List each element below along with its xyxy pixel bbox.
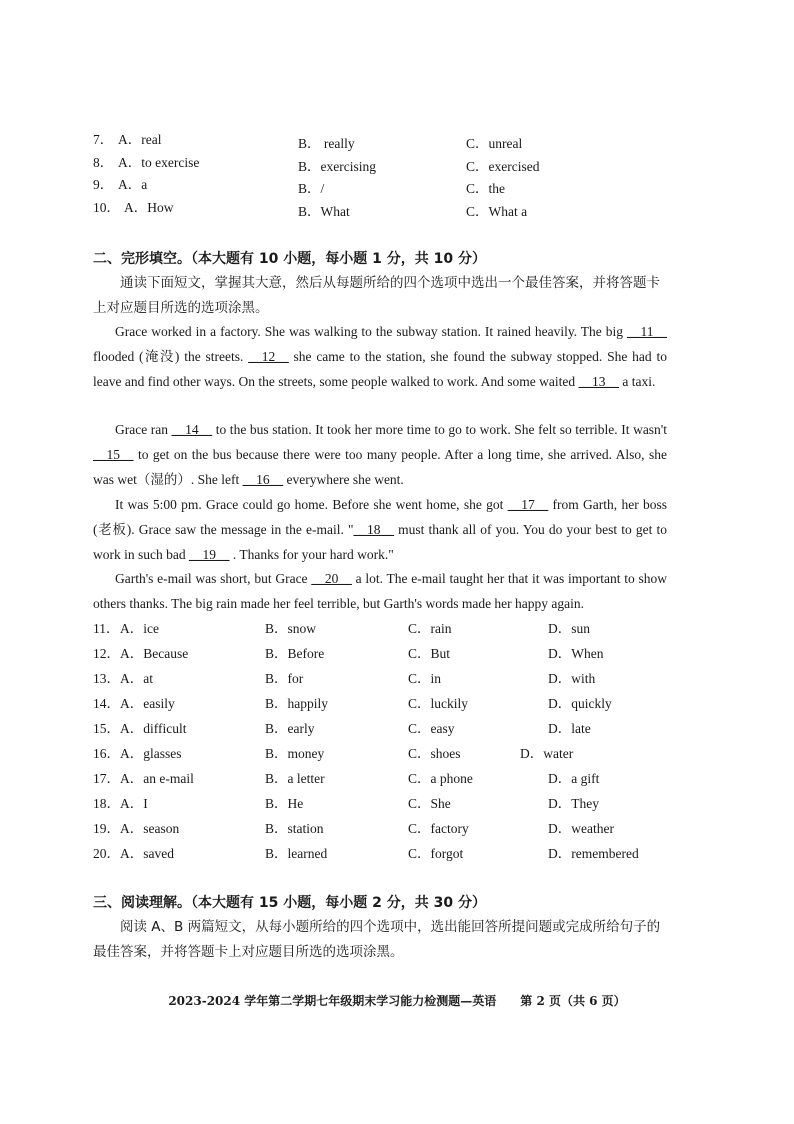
blank-14: __14__: [171, 422, 213, 437]
option-c: C．luckily: [408, 696, 468, 711]
option-row-18: [0, 794, 794, 814]
blank-16: __16__: [242, 471, 284, 487]
option-d: D．late: [548, 721, 591, 736]
option-a: A．season: [120, 821, 180, 836]
blank-11: __11__: [627, 324, 667, 339]
option-b: B．exercising: [298, 159, 376, 174]
blank-15: __15__: [93, 446, 134, 462]
option-c: C．in: [408, 671, 442, 686]
option-row-9: [0, 175, 794, 195]
cloze-paragraph-4: Garth's e-mail was short, but Grace __20__ a lot. The e-mail taught her that it was important to show others thanks. The big rain made her feel terrible, but Garth's words made her happy again.: [93, 571, 667, 611]
option-row-15: [0, 719, 794, 739]
question-number: 11．: [93, 621, 120, 636]
option-c: C．rain: [408, 621, 452, 636]
option-b: B．money: [265, 746, 325, 761]
page-footer: 2023-2024 学年第二学期七年级期末学习能力检测题—英语 第 2 页（共 6 页）: [168, 994, 626, 1008]
option-a: A．I: [120, 796, 148, 811]
option-b: B．Before: [265, 646, 325, 661]
question-number: 9．: [93, 177, 114, 192]
option-c: C．What a: [466, 204, 528, 219]
option-c: C．easy: [408, 721, 455, 736]
option-a: A．glasses: [120, 746, 182, 761]
option-b: B．He: [265, 796, 304, 811]
option-a: A．difficult: [120, 721, 187, 736]
option-d: D．a gift: [548, 771, 600, 786]
option-b: B． really: [298, 136, 355, 151]
blank-12: __12__: [248, 348, 289, 364]
option-a: A．Because: [120, 646, 189, 661]
option-row-19: [0, 819, 794, 839]
option-row-20: [0, 844, 794, 864]
option-d: D．sun: [548, 621, 591, 636]
option-a: A．real: [118, 132, 162, 147]
section-2-title: 二、完形填空。（本大题有 10 小题，每小题 1 分，共 10 分）: [93, 251, 486, 267]
option-c: C．unreal: [466, 136, 523, 151]
question-number: 20．: [93, 846, 120, 861]
option-b: B．learned: [265, 846, 328, 861]
option-a: A．easily: [120, 696, 175, 711]
option-c: C．the: [466, 181, 505, 196]
option-d: D．They: [548, 796, 599, 811]
section-3-instruction: 阅读 A、B 两篇短文，从每小题所给的四个选项中，选出能回答所提问题或完成所给句子的最佳答案，并将答题卡上对应题目所选的选项涂黑。: [93, 919, 661, 960]
option-row-13: [0, 669, 794, 689]
option-d: D．water: [520, 746, 574, 761]
option-a: A．to exercise: [118, 155, 200, 170]
option-c: C．exercised: [466, 159, 540, 174]
option-row-12: [0, 644, 794, 664]
option-c: C．But: [408, 646, 451, 661]
question-number: 16．: [93, 746, 120, 761]
blank-13: __13__: [578, 373, 619, 389]
option-c: C．factory: [408, 821, 469, 836]
question-number: 18．: [93, 796, 120, 811]
option-row-17: [0, 769, 794, 789]
cloze-paragraph-2: Grace ran __14__ to the bus station. It took her more time to go to work. She felt so terrible. It wasn't __15__ to get on the bus because there were too many people. After a long time, she arrived. Also, she was wet（湿的）. She left __16__ everywhere she went.: [93, 422, 667, 487]
question-number: 12．: [93, 646, 120, 661]
option-b: B．early: [265, 721, 315, 736]
option-a: A．saved: [120, 846, 174, 861]
option-a: A．How: [124, 200, 174, 215]
option-d: D．quickly: [548, 696, 612, 711]
question-number: 14．: [93, 696, 120, 711]
blank-17: __17__: [507, 497, 549, 512]
option-c: C．a phone: [408, 771, 473, 786]
question-number: 7．: [93, 132, 114, 147]
option-d: D．remembered: [548, 846, 639, 861]
option-d: D．with: [548, 671, 596, 686]
option-c: C．shoes: [408, 746, 461, 761]
option-row-14: [0, 694, 794, 714]
section-2-instruction: 通读下面短文，掌握其大意，然后从每题所给的四个选项中选出一个最佳答案，并将答题卡上对应题目所选的选项涂黑。: [93, 275, 660, 316]
option-b: B．snow: [265, 621, 317, 636]
option-b: B．What: [298, 204, 350, 219]
question-number: 8．: [93, 155, 114, 170]
question-number: 15．: [93, 721, 120, 736]
option-b: B．for: [265, 671, 304, 686]
blank-20: __20__: [311, 571, 352, 586]
option-row-10: [0, 198, 794, 218]
option-b: B．happily: [265, 696, 328, 711]
section-3-title: 三、阅读理解。（本大题有 15 小题，每小题 2 分，共 30 分）: [93, 895, 486, 911]
cloze-paragraph-1: Grace worked in a factory. She was walking to the subway station. It rained heavily. The big __11__ flooded (淹没) the streets. __12__ she came to the station, she found the subway stopped. She had to leave and find other ways. On the streets, some people walked to work. And some waited __13__ a taxi.: [93, 324, 667, 389]
option-a: A．a: [118, 177, 148, 192]
option-a: A．at: [120, 671, 153, 686]
question-number: 13．: [93, 671, 120, 686]
option-c: C．She: [408, 796, 451, 811]
option-row-8: [0, 153, 794, 173]
option-row-7: [0, 130, 794, 150]
option-b: B．a letter: [265, 771, 325, 786]
option-b: B．/: [298, 181, 325, 196]
option-d: D．When: [548, 646, 604, 661]
question-number: 17．: [93, 771, 120, 786]
option-row-11: [0, 619, 794, 639]
blank-18: __18__: [353, 521, 394, 537]
question-number: 19．: [93, 821, 120, 836]
option-c: C．forgot: [408, 846, 464, 861]
question-number: 10．: [93, 200, 120, 215]
option-a: A．an e-mail: [120, 771, 194, 786]
option-d: D．weather: [548, 821, 614, 836]
cloze-paragraph-3: It was 5:00 pm. Grace could go home. Before she went home, she got __17__ from Garth, her boss (老板). Grace saw the message in the e-mail. "__18__ must thank all of you. You do your best to get to work in such bad __19__ . Thanks for your hard work.": [93, 497, 668, 562]
option-b: B．station: [265, 821, 324, 836]
option-a: A．ice: [120, 621, 159, 636]
blank-19: __19__: [188, 546, 230, 562]
option-row-16: [0, 744, 794, 764]
